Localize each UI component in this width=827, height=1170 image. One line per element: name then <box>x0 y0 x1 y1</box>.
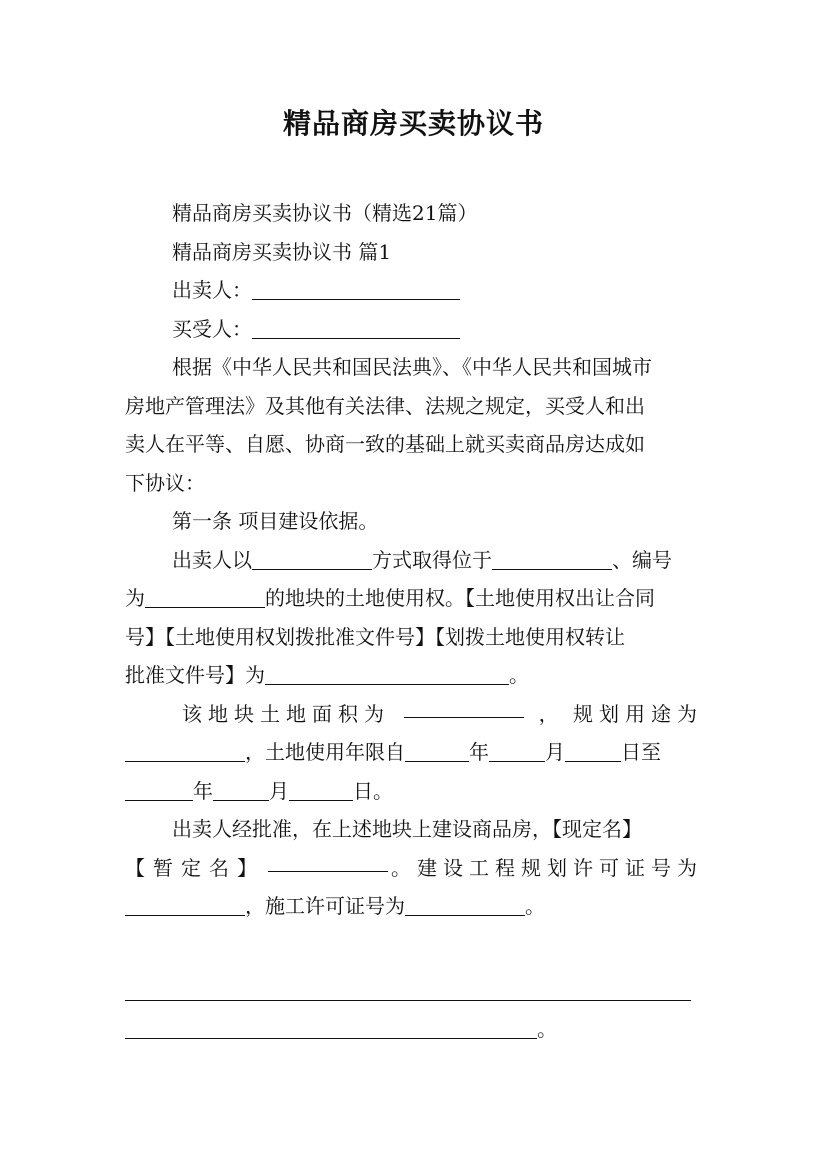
end-year-blank[interactable] <box>125 778 193 801</box>
text-term-from: ，土地使用年限自 <box>245 740 405 764</box>
trailing-blank-1[interactable] <box>125 978 691 1001</box>
buyer-line <box>125 310 703 349</box>
seller-label: 出卖人： <box>172 278 252 302</box>
article-1-p1-line-2 <box>125 579 703 618</box>
acquire-method-blank[interactable] <box>252 547 372 570</box>
section-heading: 精品商房买卖协议书 篇1 <box>172 239 392 264</box>
text-end-period: 。 <box>525 894 545 918</box>
text-construction-permit: ，施工许可证号为 <box>245 894 405 918</box>
trailing-blank-line-2 <box>125 1010 703 1049</box>
document-subtitle: 精品商房买卖协议书（精选21篇） <box>172 201 478 225</box>
trailing-blank-line-1 <box>125 972 703 1011</box>
seller-blank[interactable] <box>252 277 460 300</box>
text-comma: ， <box>538 701 559 726</box>
planned-use-blank[interactable] <box>125 739 245 762</box>
trailing-blank-2[interactable] <box>125 1016 537 1039</box>
article-1-p2-line-1 <box>125 695 703 734</box>
document-body <box>125 194 703 1049</box>
land-area-blank[interactable] <box>404 695 524 718</box>
text-month: 月 <box>545 740 565 764</box>
buyer-blank[interactable] <box>252 316 460 339</box>
article-1-p1-line-1 <box>125 541 703 580</box>
text-end-day: 日。 <box>353 778 393 803</box>
text-approved-build: 出卖人经批准，在上述地块上建设商品房，【现定名】 <box>172 817 642 841</box>
intro-line-2: 房地产管理法》及其他有关法律、法规之规定，买受人和出 <box>125 393 645 418</box>
article-1-p3-line-1 <box>125 810 703 849</box>
text-temp-name: 【暂定名】 <box>125 855 265 880</box>
text-day-to: 日至 <box>621 740 661 764</box>
article-1-p3-line-3 <box>125 887 703 926</box>
text-end-year: 年 <box>193 778 213 803</box>
intro-text-1: 根据《中华人民共和国民法典》、《中华人民共和国城市 <box>172 355 652 379</box>
document-title: 精品商房买卖协议书 <box>282 107 544 140</box>
text-seller-by: 出卖人以 <box>172 547 252 572</box>
intro-line-1 <box>125 348 703 387</box>
trailing-period: 。 <box>537 1017 557 1041</box>
text-period: 。 <box>509 663 529 687</box>
approval-doc-blank[interactable] <box>265 662 509 685</box>
text-acquired-at: 方式取得位于 <box>372 547 492 572</box>
text-number: 、编号 <box>612 547 672 572</box>
seller-line <box>125 271 703 310</box>
article-1-p2-line-3 <box>125 772 703 811</box>
intro-line-4: 下协议： <box>125 470 205 495</box>
end-day-blank[interactable] <box>289 778 353 801</box>
text-as: 为 <box>125 586 145 610</box>
end-month-blank[interactable] <box>213 778 269 801</box>
article-1-p1-line-4 <box>125 656 703 695</box>
parcel-number-blank[interactable] <box>145 585 265 608</box>
location-blank[interactable] <box>492 547 612 570</box>
construction-permit-blank[interactable] <box>405 893 525 916</box>
temp-name-blank[interactable] <box>268 849 388 872</box>
text-land-use-right: 的地块的土地使用权。【土地使用权出让合同 <box>265 586 655 610</box>
start-month-blank[interactable] <box>489 739 545 762</box>
text-land-area: 该地块土地面积为 <box>182 701 390 726</box>
planning-permit-blank[interactable] <box>125 893 245 916</box>
text-year: 年 <box>469 740 489 764</box>
start-day-blank[interactable] <box>565 739 621 762</box>
text-planned-use: 规划用途为 <box>572 701 703 726</box>
article-1-p1-line-3: 号】【土地使用权划拨批准文件号】【划拨土地使用权转让 <box>125 624 625 649</box>
article-1-heading: 第一条 项目建设依据。 <box>172 509 379 533</box>
text-end-month: 月 <box>269 778 289 803</box>
text-planning-permit: 。建设工程规划许可证号为 <box>391 855 703 880</box>
buyer-label: 买受人： <box>172 316 252 341</box>
article-1-p2-line-2 <box>125 733 703 772</box>
article-1-p3-line-2 <box>125 849 703 888</box>
intro-line-3: 卖人在平等、自愿、协商一致的基础上就买卖商品房达成如 <box>125 432 645 456</box>
text-approval-doc: 批准文件号】为 <box>125 663 265 687</box>
start-year-blank[interactable] <box>405 739 469 762</box>
